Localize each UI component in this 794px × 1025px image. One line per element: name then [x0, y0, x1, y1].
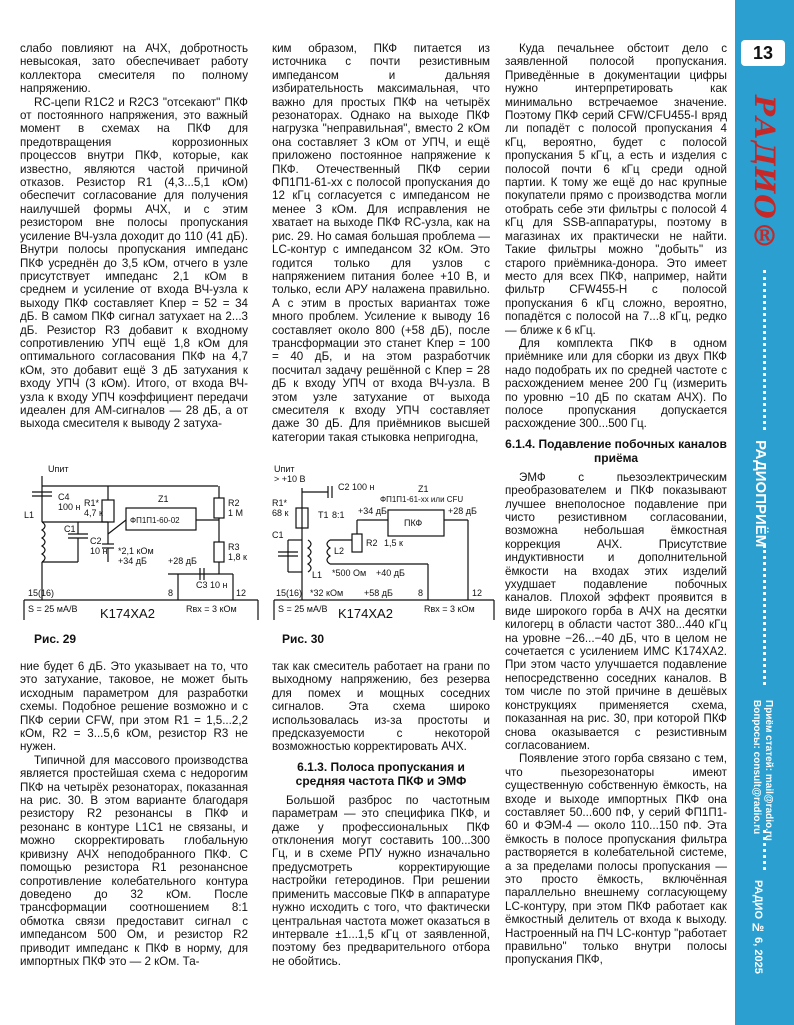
label-r3: R3 — [228, 542, 240, 552]
label-pin-8: 8 — [418, 588, 424, 598]
label-pin-15-16: 15(16) — [28, 588, 55, 598]
label-impedance-500: *500 Ом — [332, 568, 367, 578]
label-l1: L1 — [312, 570, 323, 580]
paragraph: ние будет 6 дБ. Это указывает на то, что это затухание, таковое, не может быть исходным параметром для разработки схемы. Подобное решение возможно и с ПКФ серии CFW, при этом R1 = 1,5...2,2 кОм, R2 = 3...5,6 кОм, резистор R3 не нужен. — [20, 660, 248, 754]
label-input-resistance: Rвх = 3 кОм — [186, 604, 237, 614]
figure-29-schematic — [18, 462, 268, 622]
label-c2-value: 10 н — [90, 546, 108, 556]
label-input-resistance: Rвх = 3 кОм — [424, 604, 475, 614]
contact-info — [750, 700, 774, 841]
figure-30-caption: Рис. 30 — [282, 632, 325, 646]
label-chip: K174XA2 — [338, 606, 393, 621]
label-r1: R1* — [84, 498, 100, 508]
label-t1: T1 — [318, 510, 329, 520]
label-transconductance: S = 25 мА/В — [278, 604, 328, 614]
label-c4-value: 100 н — [58, 502, 81, 512]
label-r2: R2 — [366, 538, 378, 548]
label-chip: K174XA2 — [100, 606, 155, 621]
label-pin-12: 12 — [236, 588, 247, 598]
label-gain-34: +34 дБ — [118, 556, 147, 566]
paragraph: Большой разброс по частотным параметрам — это специфика ПКФ, и даже у профессиональных ПКФ отклонения могут составить 100...300 Гц, и в схеме РПУ нужно изначально предусмотреть корректирующие настройки гетеродинов. При решении применить массовые ПКФ в аппаратуре нужно исходить с того, что фактически центральная частота может оказаться в интервале ±1...1,5 кГц от заявленной, поэтому без предварительного отбора не обойтись. — [272, 793, 490, 968]
label-z1: Z1 — [158, 494, 169, 504]
label-r2: R2 — [228, 498, 240, 508]
label-c4: C4 — [58, 492, 70, 502]
label-filter: ПКФ — [404, 518, 423, 528]
label-upit: Uпит — [274, 464, 295, 474]
paragraph: слабо повлияют на АЧХ, добротность невысокая, зато обеспечивает работу коллектора смесителя по полному напряжению. — [20, 42, 248, 96]
contact-line-2: Вопросы: consult@radio.ru — [751, 700, 762, 835]
label-r2-value: 1 М — [228, 508, 244, 518]
label-gain-28: +28 дБ — [168, 556, 197, 566]
label-gain-34: +34 дБ — [358, 506, 387, 516]
column-1-top — [20, 42, 248, 431]
label-filter-part: ФП1П1-61-хх или CFU — [380, 495, 464, 504]
column-1-bottom — [20, 660, 248, 968]
paragraph: ким образом, ПКФ питается из источника с почти резистивным импедансом и дальняя избирательность максимальная, что важно для простых ПКФ на четырёх резонаторах. Однако на выходе ПКФ нагрузка "неправильная", вместо 2 кОм она составляет 3 кОм от УПЧ, и ещё приложено постоянное напряжение к ПКФ. Отечественный ПКФ серии ФП1П1-61-хх с полосой пропускания до 12 кГц согласуется с импедансом не менее 3 кОм. Для исправления не хватает на выходе ПКФ RC-узла, как на рис. 29. Но самая большая проблема — LC-контур с импедансом 32 кОм. Это годится только для узлов с напряжением питания более +10 В, и только, если АРУ налажена правильно. А с этим в простых вариантах тоже много проблем. Усиление к выводу 16 составляет около 800 (+58 дБ), после трансформации это станет Kпер = 100 = 40 дБ, и на этом разработчик посчитал задачу решённой с Kпер = 28 дБ к входу УПЧ от входа ВЧ-узла. В этом узле затухание от выхода смесителя к входу УПЧ составляет даже 30 дБ. Для приёмников высшей категории такая стыковка непригодна, — [272, 42, 490, 444]
paragraph: Появление этого горба связано с тем, что пьезорезонаторы имеют существенную собственную ёмкость, на входе и выходе импортных ПКФ она составляет 50...600 пФ, у серий ФП1П1-60 и ФЭМ-4 — около 110...150 пФ. Эта ёмкость в полосе пропускания фильтра растворяется в колебательной системе, а за пределами полосы пропускания — это просто ёмкость, включённая параллельно внешнему согласующему LC-контуру, при этом ПКФ работает как ёмкостный делитель от входа к выходу. Настроенный на ПЧ LC-контур "работает правильно" только внутри полосы пропускания ПКФ, — [505, 752, 727, 967]
page-number: 13 — [741, 40, 785, 66]
label-c2: C2 100 н — [338, 482, 375, 492]
label-r1-value: 68 к — [272, 508, 289, 518]
label-impedance: *2,1 кОм — [118, 546, 154, 556]
paragraph: Для комплекта ПКФ в одном приёмнике или для сборки из двух ПКФ надо подобрать их по средней частоте с расхождением менее 200 Гц (измерить по уровню −10 дБ по скатам АЧХ). По полосе пропускания допускается расхождение 300...500 Гц. — [505, 336, 727, 431]
label-l2: L2 — [334, 546, 345, 556]
label-gain-40: +40 дБ — [376, 568, 405, 578]
paragraph: ЭМФ с пьезоэлектрическим преобразователем и ПКФ показывают лучшее внеполосное подавление при чисто резистивном согласовании, возможна небольшая ёмкостная коррекция АЧХ. Присутствие индуктивности и дополнительной ёмкости на входах этих изделий ухудшает подавление побочных каналов. Плохой эффект проявится в виде широкого горба в АЧХ на десятки килогерц в области частот 380...440 кГц на уровне −26...−40 дБ, что в целом не сочетается с усилением ИМС K174XA2. При этом часто улучшается подавление непосредственно соседних каналов. В том числе по этой причине в дешёвых конструкциях применяется схема, показанная на рис. 30, при которой ПКФ снова оказывается с резистивным согласованием. — [505, 470, 727, 752]
label-gain-28: +28 дБ — [448, 506, 477, 516]
paragraph: RC-цепи R1C2 и R2C3 "отсекают" ПКФ от постоянного напряжения, это важный момент в схемах на ПКФ для предотвращения коррозионных процессов внутри ПКФ, которые, как известно, являются частой причиной отказов. Резистор R1 (4,3...5,1 кОм) обеспечит согласование для получения наилучшей формы АЧХ, и с этим резистором вне полосы пропускания усиление ВЧ-узла доходит до 110 (41 дБ). Внутри полосы пропускания импеданс ПКФ усреднён до 3,5 кОм, отчего в узле присутствует импеданс 2,1 кОм в среднем и усиление от входа ВЧ-узла к выходу ПКФ составляет Kпер = 52 = 34 дБ. В самом ПКФ сигнал затухает на 2...3 дБ. Резистор R3 добавит к входному сопротивлению УПЧ ещё 1,8 кОм для оптимального согласования ПКФ на 4,7 кОм, это добавит ещё 3 дБ затухания к входу УПЧ (3 кОм). Итого, от входа ВЧ-узла к входу УПЧ коэффициент передачи идеален для AM-сигналов — 28 дБ, а от выхода смесителя к выводу 2 затуха- — [20, 95, 248, 431]
heading-6-1-4: 6.1.4. Подавление побочных каналов приёма — [505, 436, 727, 465]
radio-logo: РАДИО® — [748, 95, 781, 254]
label-pin-8: 8 — [168, 588, 174, 598]
contact-line-1: Приём статей: mail@radio.ru — [763, 700, 774, 841]
label-r1: R1* — [272, 498, 288, 508]
heading-6-1-3: 6.1.3. Полоса пропускания и средняя частота ПКФ и ЭМФ — [295, 759, 467, 788]
label-upit: Uпит — [48, 464, 69, 474]
section-title: РАДИОПРИЁМ — [752, 440, 769, 548]
column-2-top — [272, 42, 490, 444]
label-pin-15-16: 15(16) — [276, 588, 303, 598]
label-r3-value: 1,8 к — [228, 552, 247, 562]
dotted-divider — [763, 270, 766, 430]
label-l1: L1 — [24, 510, 35, 520]
label-impedance-32k: *32 кОм — [310, 588, 344, 598]
label-ratio: 8:1 — [332, 510, 345, 520]
label-transconductance: S = 25 мА/В — [28, 604, 78, 614]
label-z1: Z1 — [418, 484, 429, 494]
figure-29-caption: Рис. 29 — [34, 632, 77, 646]
paragraph: так как смеситель работает на грани по выходному напряжению, без резерва для помех и мощных соседних сигналов. Эта схема широко использовалась из-за простоты и предсказуемости с некоторой возможностью корректировать АЧХ. — [272, 660, 490, 754]
dotted-divider — [763, 830, 766, 870]
label-gain-58: +58 дБ — [364, 588, 393, 598]
label-c3: C3 10 н — [196, 580, 228, 590]
label-r1-value: 4,7 к — [84, 508, 103, 518]
label-c1: C1 — [272, 530, 284, 540]
label-c2: C2 — [90, 536, 102, 546]
label-c1: C1 — [64, 524, 76, 534]
column-3 — [505, 42, 727, 967]
label-pin-12: 12 — [472, 588, 483, 598]
label-filter: ФП1П1-60-02 — [130, 516, 180, 525]
label-r2-value: 1,5 к — [384, 538, 403, 548]
paragraph: Типичной для массового производства является простейшая схема с недорогим ПКФ на четырёх резонаторах, показанная на рис. 30. В этом варианте благодаря резистору R2 резонансы в ПКФ и резонанс в контуре L1C1 не связаны, и можно скорректировать глобальную кривизну АЧХ неподобранного ПКФ. С помощью резистора R1 резонансное сопротивление колебательного контура доведено до 32 кОм. После трансформации соотношением 8:1 обмотка связи предоставит сигнал с импедансом 500 Ом, и резистор R2 приводит импеданс к ПКФ в норму, для импортных ПКФ это — 2 кОм. Та- — [20, 753, 248, 968]
label-supply-voltage: > +10 В — [274, 474, 306, 484]
paragraph: Куда печальнее обстоит дело с заявленной полосой пропускания. Приведённые в документации цифры нужно интерпретировать как минимально встречаемое значение. Поэтому ПКФ серий CFW/CFU455-I вряд ли попадёт с полосой пропускания 4 кГц, вероятно, будет с полосой пропускания 5 кГц, а есть и изделия с полосой почти 6 кГц среди одной партии. К тому же ещё до нас крупные покупатели прямо с производства могли отобрать себе эти фильтры с полосой 4 кГц для SSB-аппаратуры, поэтому в магазинах их практически не найти. Такие фильтры можно "добыть" из старого приёмника-донора. Это имеет место для всех ПКФ, например, найти фильтр CFW455-H с полосой пропускания 6 кГц сложно, вероятно, попадётся с полосой на 7...8 кГц, редко — ближе к 6 кГц. — [505, 42, 727, 337]
figure-30-schematic — [268, 462, 500, 622]
dotted-divider — [763, 545, 766, 685]
column-2-bottom — [272, 660, 490, 968]
issue-label: РАДИО № 6, 2025 — [752, 880, 764, 974]
